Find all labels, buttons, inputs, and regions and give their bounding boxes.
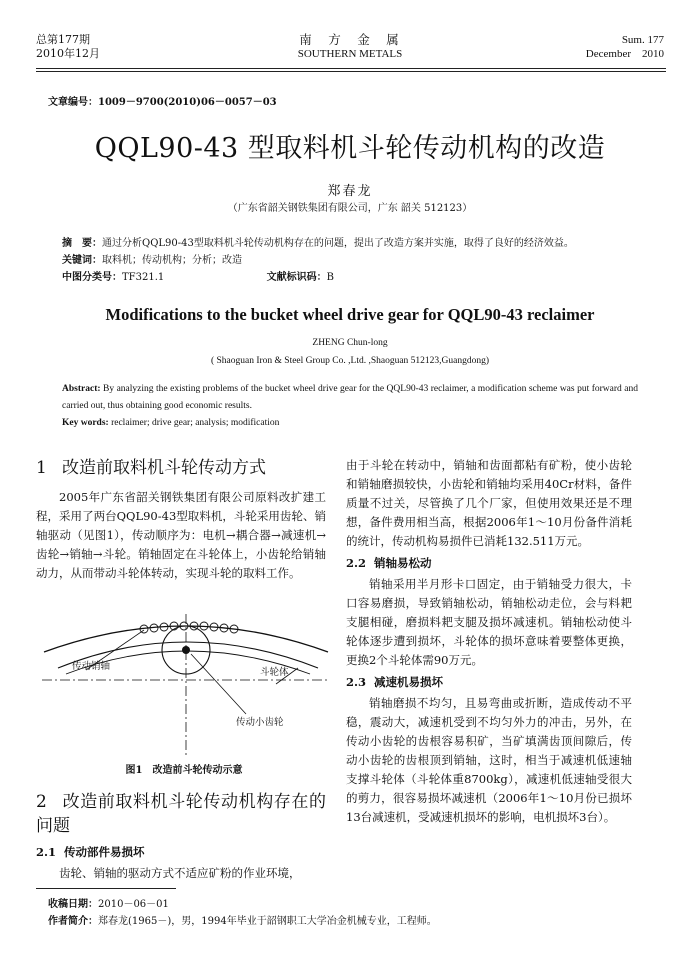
section-1-number: 1 [36, 458, 47, 478]
journal-name-cn: 南 方 金 属 [299, 32, 401, 47]
keywords-cn-text: 取料机；传动机构；分析；改造 [102, 255, 242, 266]
section-2-1-title: 传动部件易损坏 [64, 845, 145, 859]
section-2-1-number: 2.1 [36, 845, 57, 859]
section-2-2-number: 2.2 [346, 556, 367, 570]
section-2-1-heading [36, 842, 326, 862]
keywords-en-line [62, 415, 638, 432]
classification-label: 中图分类号： [62, 272, 122, 283]
section-2-2-title: 销轴易松动 [374, 556, 432, 570]
abstract-cn-text: 通过分析QQL90-43型取料机斗轮传动机构存在的问题，提出了改造方案并实施，取得了良好的经济效益。 [102, 238, 574, 249]
header-month: December 2010 [585, 48, 664, 60]
figure-1-caption: 图1 改造前斗轮传动示意 [125, 765, 243, 776]
figure-label-pin: 传动销轴 [72, 661, 111, 672]
section-2-3-heading [346, 672, 632, 692]
keywords-en-text: reclaimer; drive gear; analysis; modification [108, 418, 280, 428]
affiliation-cn: （广东省韶关钢铁集团有限公司，广东 韶关 512123） [227, 203, 473, 214]
author-cn: 郑春龙 [327, 184, 373, 199]
classification-value: TF321.1 [122, 272, 165, 283]
page-title: QQL90-43 型取料机斗轮传动机构的改造 [94, 133, 606, 164]
section-2-3-paragraph: 销轴磨损不均匀，且易弯曲或折断，造成传动不平稳，震动大，减速机受到不均匀外力的冲击，另外，在传动小齿轮的齿根容易积矿，当矿填满齿顶间隙后，传动小齿轮的齿根顶到销轴，这时，相当于减速机低速轴支撑斗轮体（斗轮体重8700kg），减速机低速轴受很大的剪力，很容易损坏减速机（2006年1～10月份已损坏13台减速机，受减速机损坏的影响，电机损坏3台）。 [346, 696, 632, 824]
keywords-cn-label: 关键词： [62, 255, 102, 266]
header-rule [36, 68, 666, 69]
figure-label-wheel: 斗轮体 [260, 667, 289, 678]
section-1-heading [36, 456, 326, 480]
section-2-3-number: 2.3 [346, 675, 367, 689]
footnote [48, 896, 648, 930]
header-sum: Sum. 177 [621, 34, 664, 46]
abstract-cn-label: 摘 要： [62, 238, 102, 249]
section-2-1-paragraph: 齿轮、销轴的驱动方式不适应矿粉的作业环境， [59, 866, 301, 880]
left-column-lower [36, 790, 326, 883]
received-line [48, 896, 648, 913]
header-right [586, 33, 664, 61]
figure-label-gear: 传动小齿轮 [236, 717, 284, 728]
section-2-3-title: 减速机易损坏 [374, 675, 443, 689]
figure-1-diagram [36, 610, 332, 758]
section-2-heading [36, 790, 326, 838]
bio-label: 作者简介： [48, 916, 98, 927]
header-date: 2010年12月 [36, 47, 100, 60]
abstract-en-para [62, 381, 638, 415]
doc-code-label: 文献标识码： [266, 272, 327, 283]
abstract-en-label: Abstract: [62, 384, 101, 394]
abstract-en [62, 381, 638, 432]
section-2-number: 2 [36, 792, 47, 812]
article-id: 文章编号：1009－9700(2010)06－0057－03 [48, 97, 277, 108]
abstract-en-text: By analyzing the existing problems of the bucket wheel drive gear for the QQL90-43 reclaimer, a modification scheme was put forward and carried out, thus obtaining good economic results. [62, 384, 638, 411]
section-2-2-paragraph: 销轴采用半月形卡口固定，由于销轴受力很大，卡口容易磨损，导致销轴松动，销轴松动走位，会与料耙支腿相碰，磨损料耙支腿及损坏减速机。销轴松动使斗轮体逐步遭到损坏，斗轮体的损坏意味着要整体更换，更换2个斗轮体需90万元。 [346, 577, 632, 667]
affiliation-en: ( Shaoguan Iron & Steel Group Co. ,Ltd. ,Shaoguan 512123,Guangdong) [210, 356, 490, 366]
left-column [36, 456, 326, 583]
leader-gear [191, 654, 246, 714]
classification-line [62, 269, 642, 286]
section-1-title: 改造前取料机斗轮传动方式 [62, 458, 266, 478]
journal-name-en: SOUTHERN METALS [297, 48, 403, 60]
header-rule-2 [36, 71, 666, 72]
bio-line [48, 913, 648, 930]
section-1-paragraph: 2005年广东省韶关钢铁集团有限公司原料改扩建工程，采用了两台QQL90-43型取料机，斗轮采用齿轮、销轴驱动（见图1），传动顺序为：电机→耦合器→减速机→齿轮→销轴→斗轮。销轴固定在斗轮体上，小齿轮给销轴动力，从而带动斗轮体转动，实现斗轮的取料工作。 [36, 490, 326, 580]
received-value: 2010－06－01 [98, 899, 169, 910]
received-label: 收稿日期： [48, 899, 98, 910]
section-2-1-continued: 由于斗轮在转动中，销轴和齿面都粘有矿粉，使小齿轮和销轴磨损较快，小齿轮和销轴均采用40Cr材料，备件质量不过关，尽管换了几个厂家，但使用效果还是不理想，备件费用相当高，根据2006年1～10月份备件消耗的统计，传动机构易损件已消耗132.511万元。 [346, 458, 632, 548]
doc-code-value: B [326, 272, 334, 283]
abstract-cn [62, 235, 642, 286]
keywords-en-label: Key words: [62, 418, 109, 428]
abstract-cn-line [62, 235, 642, 252]
right-column [346, 456, 632, 827]
section-2-title: 改造前取料机斗轮传动机构存在的问题 [36, 792, 326, 836]
keywords-cn-line [62, 252, 642, 269]
figure-1 [36, 610, 332, 785]
title-en: Modifications to the bucket wheel drive gear for QQL90-43 reclaimer [105, 305, 595, 324]
footnote-rule [36, 888, 176, 889]
header-issue: 总第177期 [36, 33, 90, 46]
section-2-2-heading [346, 553, 632, 573]
bio-text: 郑春龙(1965－)，男，1994年毕业于韶钢职工大学冶金机械专业，工程师。 [98, 916, 437, 927]
author-en: ZHENG Chun-long [312, 338, 388, 348]
